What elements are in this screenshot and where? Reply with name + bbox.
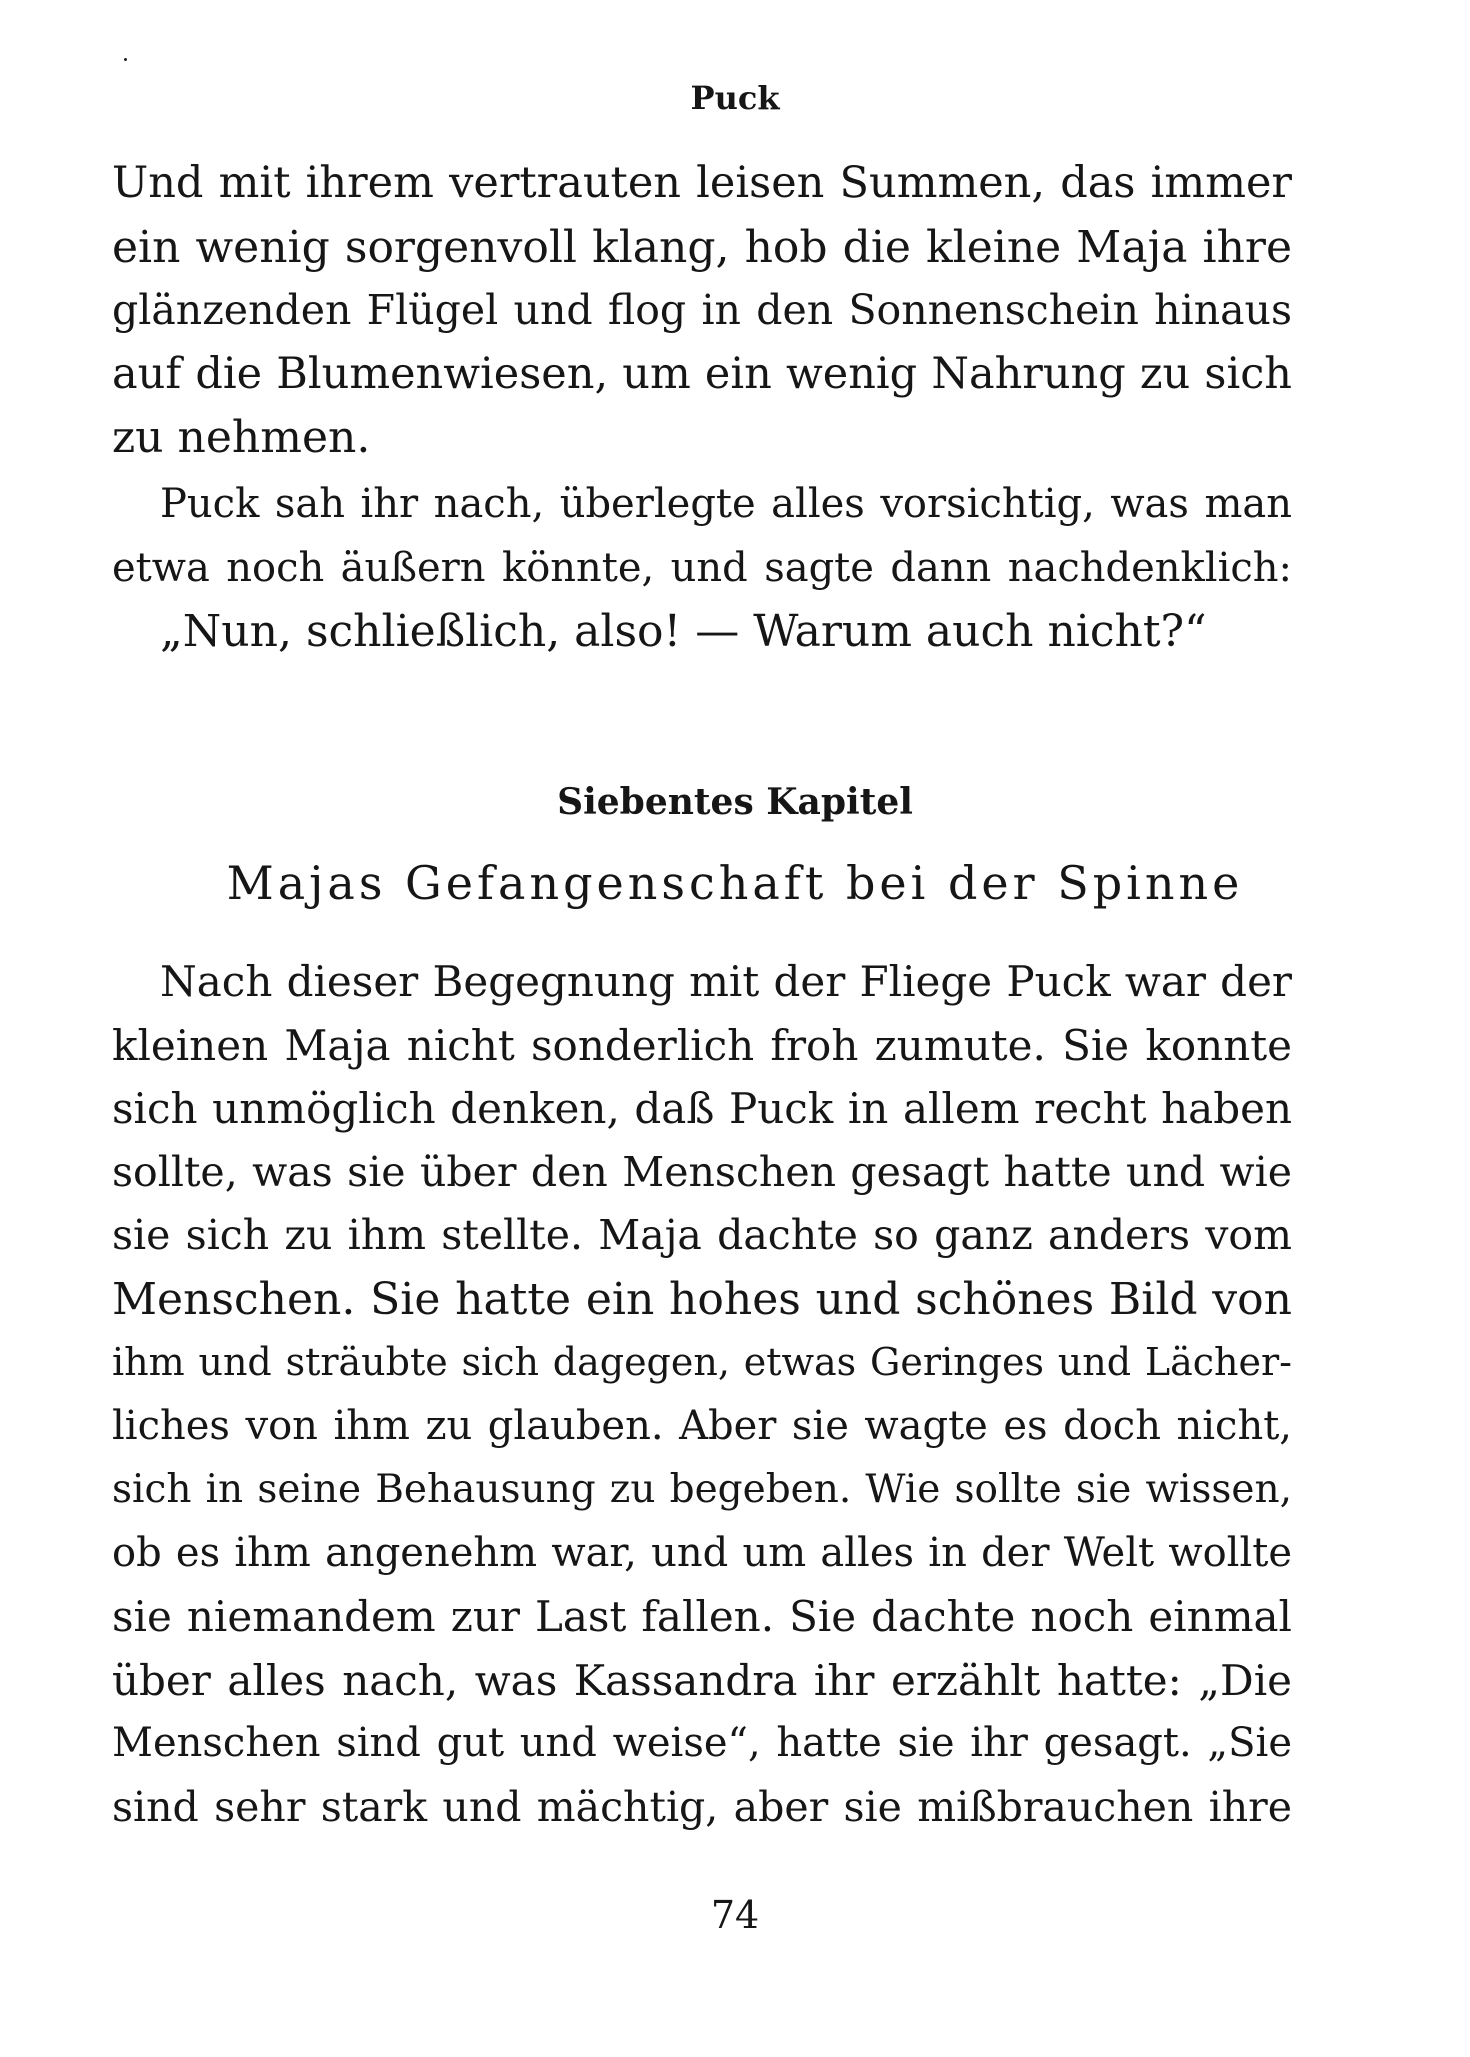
page-number: 74	[710, 1893, 760, 1937]
text-line: ob es ihm angenehm war, und um alles in der Welt wollte	[112, 1529, 1292, 1576]
text-line: Puck sah ihr nach, überlegte alles vorsichtig, was man	[160, 481, 1292, 527]
paragraph-chapter-body	[112, 950, 1292, 1839]
print-speck	[124, 58, 127, 61]
text-line: etwa noch äußern könnte, und sagte dann nachdenklich:	[112, 544, 1292, 591]
text-line: glänzenden Flügel und flog in den Sonnenschein hinaus	[112, 286, 1292, 334]
text-line: liches von ihm zu glauben. Aber sie wagte es doch nicht,	[112, 1402, 1292, 1449]
text-line: sind sehr stark und mächtig, aber sie mißbrauchen ihre	[112, 1782, 1292, 1831]
text-line: Nach dieser Begegnung mit der Fliege Puck war der	[160, 957, 1292, 1006]
chapter-number: Siebentes Kapitel	[557, 781, 913, 823]
running-head: Puck	[690, 79, 780, 117]
text-line: auf die Blumenwiesen, um ein wenig Nahrung zu sich	[112, 348, 1292, 399]
text-line: sich in seine Behausung zu begeben. Wie sollte sie wissen,	[112, 1467, 1292, 1512]
text-line: ihm und sträubte sich dagegen, etwas Geringes und Lächer-	[112, 1340, 1292, 1384]
text-line: sich unmöglich denken, daß Puck in allem recht haben	[112, 1084, 1292, 1133]
text-line: Menschen sind gut und weise“, hatte sie ihr gesagt. „Sie	[112, 1720, 1292, 1766]
text-line: Und mit ihrem vertrauten leisen Summen, das immer	[112, 158, 1292, 208]
text-line: sie sich zu ihm stellte. Maja dachte so ganz anders vom	[112, 1211, 1292, 1259]
text-line: „Nun, schließlich, also! — Warum auch nicht?“	[160, 606, 1207, 657]
text-line: zu nehmen.	[112, 412, 371, 463]
text-line: über alles nach, was Kassandra ihr erzählt hatte: „Die	[112, 1655, 1292, 1705]
text-line: sie niemandem zur Last fallen. Sie dachte noch einmal	[112, 1592, 1292, 1641]
paragraph-end-of-chapter	[112, 152, 1292, 470]
text-line: sollte, was sie über den Menschen gesagt hatte und wie	[112, 1147, 1292, 1196]
text-line: Menschen. Sie hatte ein hohes und schönes Bild von	[112, 1273, 1292, 1325]
paragraph-puck-reply	[112, 473, 1292, 664]
text-line: kleinen Maja nicht sonderlich froh zumute. Sie konnte	[112, 1020, 1292, 1070]
text-line: ein wenig sorgenvoll klang, hob die kleine Maja ihre	[112, 221, 1292, 273]
chapter-title: Majas Gefangenschaft bei der Spinne	[226, 856, 1244, 910]
